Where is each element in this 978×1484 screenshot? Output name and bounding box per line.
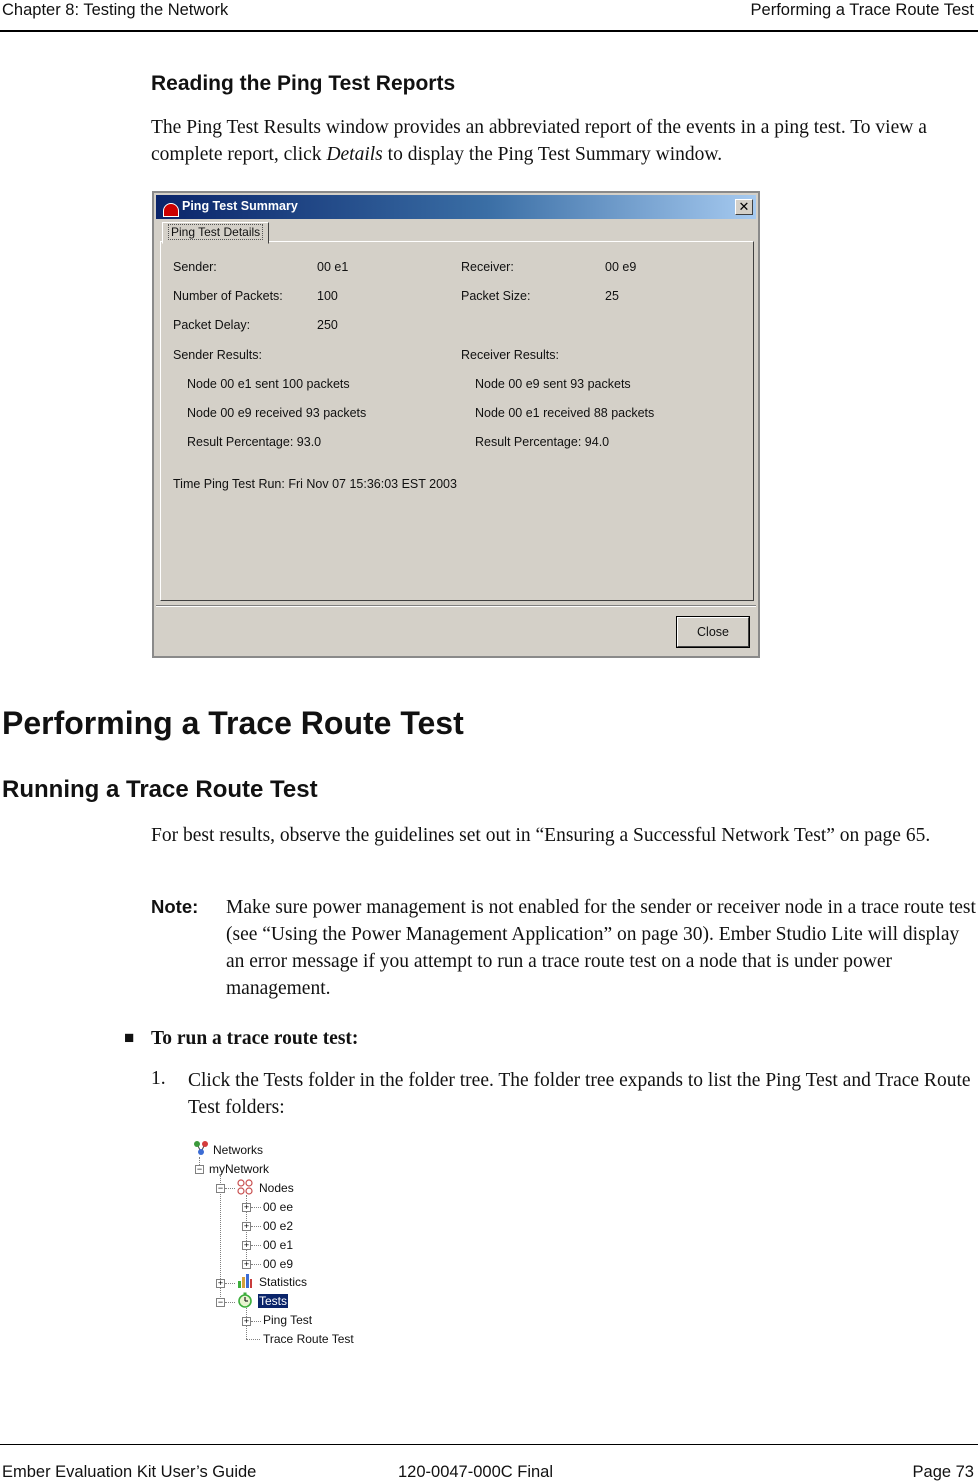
sender-value: 00 e1	[317, 260, 349, 274]
tree-item-tests[interactable]	[258, 1293, 288, 1309]
details-panel	[160, 241, 754, 601]
tree-item-nodes[interactable]: Nodes	[259, 1181, 294, 1195]
packets-label: Number of Packets:	[173, 289, 283, 303]
sender-label: Sender:	[173, 260, 217, 274]
footer-title: Ember Evaluation Kit User’s Guide	[2, 1463, 257, 1481]
stopwatch-icon	[237, 1292, 253, 1308]
procedure-title: To run a trace route test:	[151, 1028, 359, 1049]
tree-item-statistics[interactable]: Statistics	[259, 1275, 308, 1289]
tree-connector	[251, 1321, 261, 1322]
running-footer	[0, 1444, 978, 1484]
sender-result-line: Node 00 e1 sent 100 packets	[187, 377, 350, 391]
size-label: Packet Size:	[461, 289, 531, 303]
reading-heading: Reading the Ping Test Reports	[151, 72, 456, 95]
expand-icon[interactable]: +	[243, 1202, 250, 1212]
size-value: 25	[605, 289, 619, 303]
receiver-results-label: Receiver Results:	[461, 348, 559, 362]
ping-test-summary-window	[152, 191, 760, 658]
collapse-icon[interactable]: −	[196, 1164, 203, 1174]
nodes-icon	[237, 1179, 253, 1195]
reading-text-1: The Ping Test Results window provides an abbreviated report of the events in a ping test. To view a complete report, click	[151, 117, 927, 165]
delay-label: Packet Delay:	[173, 318, 251, 332]
sender-result-line: Node 00 e9 received 93 packets	[187, 406, 367, 420]
tree-connector	[225, 1302, 235, 1303]
running-header	[0, 0, 978, 32]
note-label: Note:	[151, 896, 199, 917]
tree-item-node[interactable]: 00 ee	[263, 1200, 294, 1214]
button-separator	[156, 605, 756, 607]
procedure-bullet-icon: ■	[124, 1028, 135, 1047]
close-button[interactable]: Close	[677, 617, 749, 647]
details-link-text: Details	[326, 144, 383, 165]
tests-selected-label: Tests	[259, 1294, 288, 1308]
app-icon	[163, 203, 179, 217]
header-chapter: Chapter 8: Testing the Network	[2, 1, 229, 19]
reading-text-2: to display the Ping Test Summary window.	[382, 144, 723, 165]
tree-item-node[interactable]: 00 e1	[263, 1238, 294, 1252]
receiver-label: Receiver:	[461, 260, 514, 274]
tree-item-ping-test[interactable]: Ping Test	[263, 1313, 313, 1327]
section-subheading: Running a Trace Route Test	[2, 776, 318, 803]
tree-item-node[interactable]: 00 e2	[263, 1219, 294, 1233]
tree-connector	[225, 1283, 235, 1284]
packets-value: 100	[317, 289, 338, 303]
expand-icon[interactable]: +	[243, 1316, 250, 1326]
receiver-result-line: Result Percentage: 94.0	[475, 435, 610, 449]
section-heading: Performing a Trace Route Test	[2, 705, 464, 741]
reading-paragraph	[151, 114, 973, 168]
window-titlebar	[156, 195, 756, 219]
receiver-result-line: Node 00 e9 sent 93 packets	[475, 377, 631, 391]
tree-connector	[225, 1188, 235, 1189]
tree-item-mynetwork[interactable]: myNetwork	[209, 1162, 270, 1176]
networks-icon	[193, 1140, 209, 1156]
header-section: Performing a Trace Route Test	[750, 1, 974, 19]
window-close-button[interactable]: ✕	[735, 199, 753, 215]
collapse-icon[interactable]: −	[217, 1297, 224, 1307]
statistics-icon	[237, 1273, 253, 1289]
sender-results-label: Sender Results:	[173, 348, 262, 362]
step-number: 1.	[151, 1068, 166, 1089]
tree-connector	[251, 1245, 261, 1246]
expand-icon[interactable]: +	[217, 1278, 224, 1288]
footer-page-number: Page 73	[912, 1463, 974, 1481]
tree-connector	[251, 1207, 261, 1208]
footer-doc-number: 120-0047-000C Final	[398, 1463, 554, 1481]
expand-icon[interactable]: +	[243, 1240, 250, 1250]
tree-item-networks[interactable]: Networks	[213, 1143, 264, 1157]
folder-tree	[193, 1140, 401, 1346]
intro-paragraph: For best results, observe the guidelines set out in “Ensuring a Successful Network Test” on page 65.	[151, 825, 931, 846]
tab-ping-test-details[interactable]	[162, 222, 269, 244]
collapse-icon[interactable]: −	[217, 1183, 224, 1193]
time-run: Time Ping Test Run: Fri Nov 07 15:36:03 EST 2003	[173, 477, 457, 491]
tree-connector	[251, 1226, 261, 1227]
tree-connector	[251, 1264, 261, 1265]
expand-icon[interactable]: +	[243, 1259, 250, 1269]
tab-label: Ping Test Details	[168, 224, 263, 240]
note-text: Make sure power management is not enabled for the sender or receiver node in a trace route test (see “Using the Power Management Application” on page 30). Ember Studio Lite will display an error message if you attempt to run a trace route test on a node that is under power management.	[226, 897, 976, 999]
tree-connector	[246, 1339, 260, 1340]
step-text: Click the Tests folder in the folder tree. The folder tree expands to list the Ping Test and Trace Route Test folders:	[188, 1070, 971, 1118]
expand-icon[interactable]: +	[243, 1221, 250, 1231]
receiver-value: 00 e9	[605, 260, 637, 274]
sender-result-line: Result Percentage: 93.0	[187, 435, 322, 449]
tree-item-trace-route-test[interactable]: Trace Route Test	[263, 1332, 354, 1346]
window-title: Ping Test Summary	[182, 199, 298, 213]
tree-item-node[interactable]: 00 e9	[263, 1257, 294, 1271]
receiver-result-line: Node 00 e1 received 88 packets	[475, 406, 655, 420]
delay-value: 250	[317, 318, 338, 332]
